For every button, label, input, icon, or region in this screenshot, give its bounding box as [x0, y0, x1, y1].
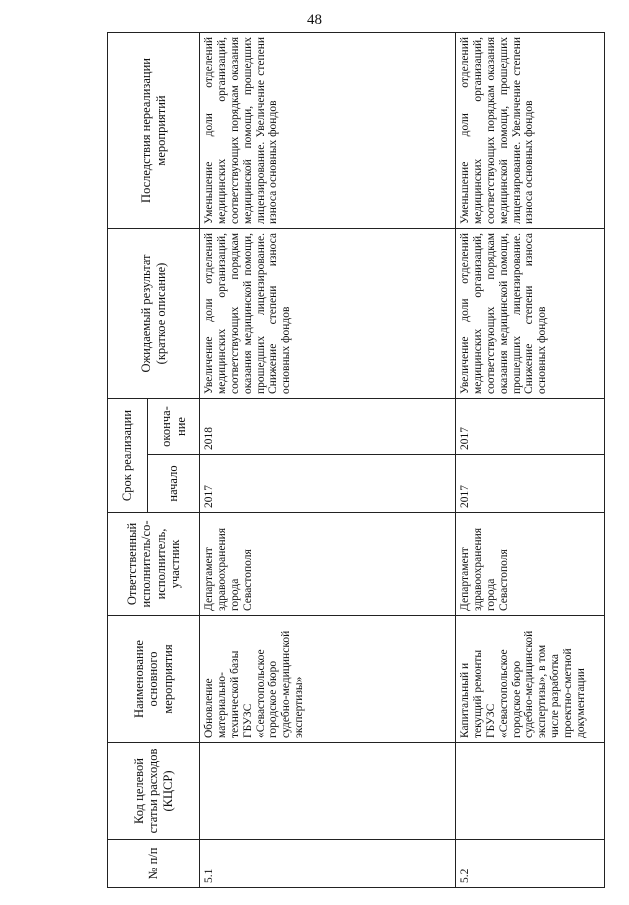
header-result: Ожидаемый результат (краткое описание)	[108, 228, 200, 398]
table-header	[108, 32, 200, 887]
row-start: 2017	[456, 455, 605, 513]
row-end: 2017	[456, 398, 605, 454]
header-responsible: Ответственный исполнитель/со-исполнитель, участник	[108, 513, 200, 616]
row-name: Обновление материально-технической базы ГБУЗС «Севастопольское городское бюро судебно-медицинской экспертизы»	[200, 616, 456, 743]
header-start: начало	[148, 455, 200, 513]
row-end: 2018	[200, 398, 456, 454]
header-consequences: Последствия нереализации мероприятий	[108, 32, 200, 228]
row-responsible: Департамент здравоохранения города Севастополя	[456, 513, 605, 616]
header-end: оконча-ние	[148, 398, 200, 454]
row-num: 5.1	[200, 840, 456, 888]
row-consequences: Уменьшение доли отделений медицинских организаций, соответствующих порядкам оказания медицинской помощи, прошедших лицензирование. Увеличение степени износа основных фондов	[200, 32, 456, 228]
header-name: Наименование основного мероприятия	[108, 616, 200, 743]
row-kcsr	[456, 743, 605, 840]
row-kcsr	[200, 743, 456, 840]
rotated-table-container	[107, 33, 604, 888]
row-responsible: Департамент здравоохранения города Севастополя	[200, 513, 456, 616]
header-num: № п/п	[108, 840, 200, 888]
row-start: 2017	[200, 455, 456, 513]
row-result: Увеличение доли отделений медицинских организаций, соответствующих порядкам оказания медицинской помощи, прошедших лицензирование. Снижение степени износа основных фондов	[456, 228, 605, 398]
row-num: 5.2	[456, 840, 605, 888]
table-row	[456, 32, 605, 887]
row-consequences: Уменьшение доли отделений медицинских организаций, соответствующих порядкам оказания медицинской помощи, прошедших лицензирование. Увеличение степени износа основных фондов	[456, 32, 605, 228]
page-number: 48	[307, 12, 322, 28]
measures-table	[107, 32, 605, 888]
table-row	[200, 32, 456, 887]
row-name: Капитальный и текущий ремонты ГБУЗС «Севастопольское городское бюро судебно-медицинской экспертизы», в том числе разработка проектно-сметной документации	[456, 616, 605, 743]
header-kcsr: Код целевой статьи расходов (КЦСР)	[108, 743, 200, 840]
header-period: Срок реализации	[108, 398, 148, 512]
row-result: Увеличение доли отделений медицинских организаций, соответствующих порядкам оказания медицинской помощи, прошедших лицензирование. Снижение степени износа основных фондов	[200, 228, 456, 398]
